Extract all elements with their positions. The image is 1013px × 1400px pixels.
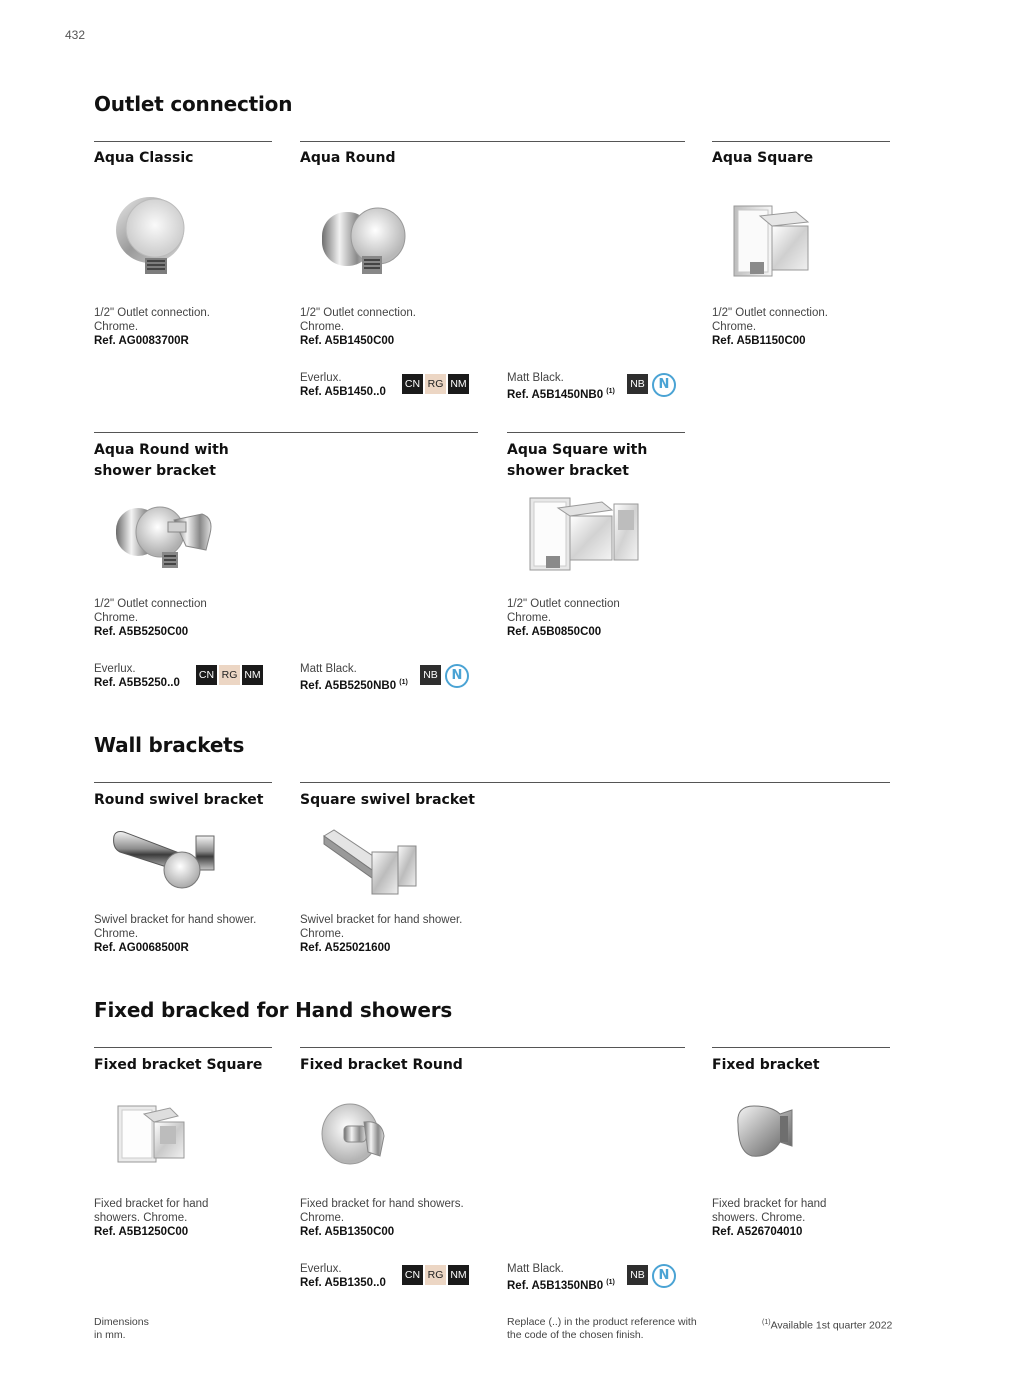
product-desc: 1/2" Outlet connection. <box>300 307 416 319</box>
fixed-round-image <box>320 1100 394 1168</box>
finish-swatch-nm: NM <box>448 374 469 394</box>
footer-dimensions: in mm. <box>94 1329 126 1341</box>
product-desc: Chrome. <box>94 321 139 333</box>
finish-swatch-rg: RG <box>425 374 446 394</box>
product-ref: Ref. A526704010 <box>712 1226 803 1238</box>
round-swivel-image <box>110 826 220 890</box>
everlux-label: Everlux. <box>300 372 342 384</box>
finish-swatch-rg: RG <box>219 665 240 685</box>
product-title-aqua-classic: Aqua Classic <box>94 150 194 166</box>
aqua-classic-image <box>112 192 192 278</box>
product-title-round-swivel: Round swivel bracket <box>94 792 264 808</box>
section-title-wall: Wall brackets <box>94 733 245 757</box>
finish-swatch-rg: RG <box>425 1265 446 1285</box>
aqua-square-bracket-image <box>526 490 644 574</box>
finish-swatch-cn: CN <box>402 374 423 394</box>
product-ref: Ref. AG0083700R <box>94 335 189 347</box>
footer-dimensions: Dimensions <box>94 1316 149 1328</box>
product-desc: Chrome. <box>300 321 345 333</box>
matt-black-label: Matt Black. <box>507 372 564 384</box>
divider <box>94 432 478 433</box>
product-ref: Ref. A5B1150C00 <box>712 335 806 347</box>
product-desc: Fixed bracket for hand showers. <box>300 1198 464 1210</box>
product-title-fixed-square: Fixed bracket Square <box>94 1057 263 1073</box>
product-desc: showers. Chrome. <box>712 1212 806 1224</box>
matt-black-ref: Ref. A5B1350NB0 $^{(1)}$ <box>507 1279 615 1292</box>
everlux-ref: Ref. A5B1350..0 <box>300 1277 386 1289</box>
section-title-fixed: Fixed bracked for Hand showers <box>94 998 453 1022</box>
divider <box>507 432 685 433</box>
product-desc: Chrome. <box>300 1212 345 1224</box>
divider <box>300 141 685 142</box>
footer-replace-note: the code of the chosen finish. <box>507 1329 644 1341</box>
matt-black-label: Matt Black. <box>507 1263 564 1275</box>
fixed-bracket-image <box>732 1102 796 1162</box>
product-title-aqua-round-bracket: shower bracket <box>94 463 216 479</box>
product-desc: Fixed bracket for hand <box>712 1198 827 1210</box>
product-desc: Swivel bracket for hand shower. <box>94 914 257 926</box>
product-ref: Ref. AG0068500R <box>94 942 189 954</box>
page-number: 432 <box>65 28 86 42</box>
product-ref: Ref. A525021600 <box>300 942 391 954</box>
product-title-fixed-round: Fixed bracket Round <box>300 1057 463 1073</box>
product-desc: Chrome. <box>712 321 757 333</box>
finish-swatch-nb: NB <box>420 665 441 685</box>
product-title-aqua-square: Aqua Square <box>712 150 814 166</box>
product-ref: Ref. A5B1450C00 <box>300 335 395 347</box>
product-desc: Chrome. <box>507 612 552 624</box>
finish-swatch-nm: NM <box>242 665 263 685</box>
product-desc: Swivel bracket for hand shower. <box>300 914 463 926</box>
matt-black-label: Matt Black. <box>300 663 357 675</box>
footer-availability-note: $^{(1)}$Available 1st quarter 2022 <box>762 1319 893 1332</box>
finish-swatch-cn: CN <box>196 665 217 685</box>
product-desc: 1/2" Outlet connection. <box>712 307 828 319</box>
divider <box>94 1047 272 1048</box>
divider <box>712 1047 890 1048</box>
product-desc: Chrome. <box>94 928 139 940</box>
aqua-square-image <box>730 200 814 280</box>
product-desc: showers. Chrome. <box>94 1212 188 1224</box>
product-title-fixed-bracket: Fixed bracket <box>712 1057 820 1073</box>
new-badge-icon: N <box>652 373 676 397</box>
everlux-ref: Ref. A5B1450..0 <box>300 386 386 398</box>
product-title-square-swivel: Square swivel bracket <box>300 792 475 808</box>
everlux-ref: Ref. A5B5250..0 <box>94 677 180 689</box>
new-badge-icon: N <box>652 1264 676 1288</box>
new-badge-icon: N <box>445 664 469 688</box>
product-ref: Ref. A5B0850C00 <box>507 626 602 638</box>
square-swivel-image <box>320 826 420 898</box>
aqua-round-image <box>318 196 410 278</box>
fixed-square-image <box>114 1100 190 1166</box>
product-ref: Ref. A5B1250C00 <box>94 1226 189 1238</box>
divider <box>300 1047 685 1048</box>
product-ref: Ref. A5B1350C00 <box>300 1226 395 1238</box>
product-desc: 1/2" Outlet connection <box>507 598 620 610</box>
product-desc: Fixed bracket for hand <box>94 1198 209 1210</box>
finish-swatch-cn: CN <box>402 1265 423 1285</box>
product-title-aqua-round: Aqua Round <box>300 150 396 166</box>
product-title-aqua-square-bracket: shower bracket <box>507 463 629 479</box>
product-desc: 1/2" Outlet connection <box>94 598 207 610</box>
section-title-outlet: Outlet connection <box>94 92 293 116</box>
aqua-round-bracket-image <box>114 494 218 572</box>
everlux-label: Everlux. <box>300 1263 342 1275</box>
divider <box>94 141 272 142</box>
finish-swatch-nb: NB <box>627 1265 648 1285</box>
finish-swatch-nb: NB <box>627 374 648 394</box>
finish-swatch-nm: NM <box>448 1265 469 1285</box>
product-title-aqua-square-bracket: Aqua Square with <box>507 442 648 458</box>
divider <box>94 782 272 783</box>
product-desc: Chrome. <box>300 928 345 940</box>
matt-black-ref: Ref. A5B1450NB0 $^{(1)}$ <box>507 388 615 401</box>
product-desc: 1/2" Outlet connection. <box>94 307 210 319</box>
matt-black-ref: Ref. A5B5250NB0 $^{(1)}$ <box>300 679 408 692</box>
product-desc: Chrome. <box>94 612 139 624</box>
product-ref: Ref. A5B5250C00 <box>94 626 189 638</box>
product-title-aqua-round-bracket: Aqua Round with <box>94 442 229 458</box>
footer-replace-note: Replace (..) in the product reference with <box>507 1316 697 1328</box>
divider <box>712 141 890 142</box>
divider <box>300 782 890 783</box>
everlux-label: Everlux. <box>94 663 136 675</box>
